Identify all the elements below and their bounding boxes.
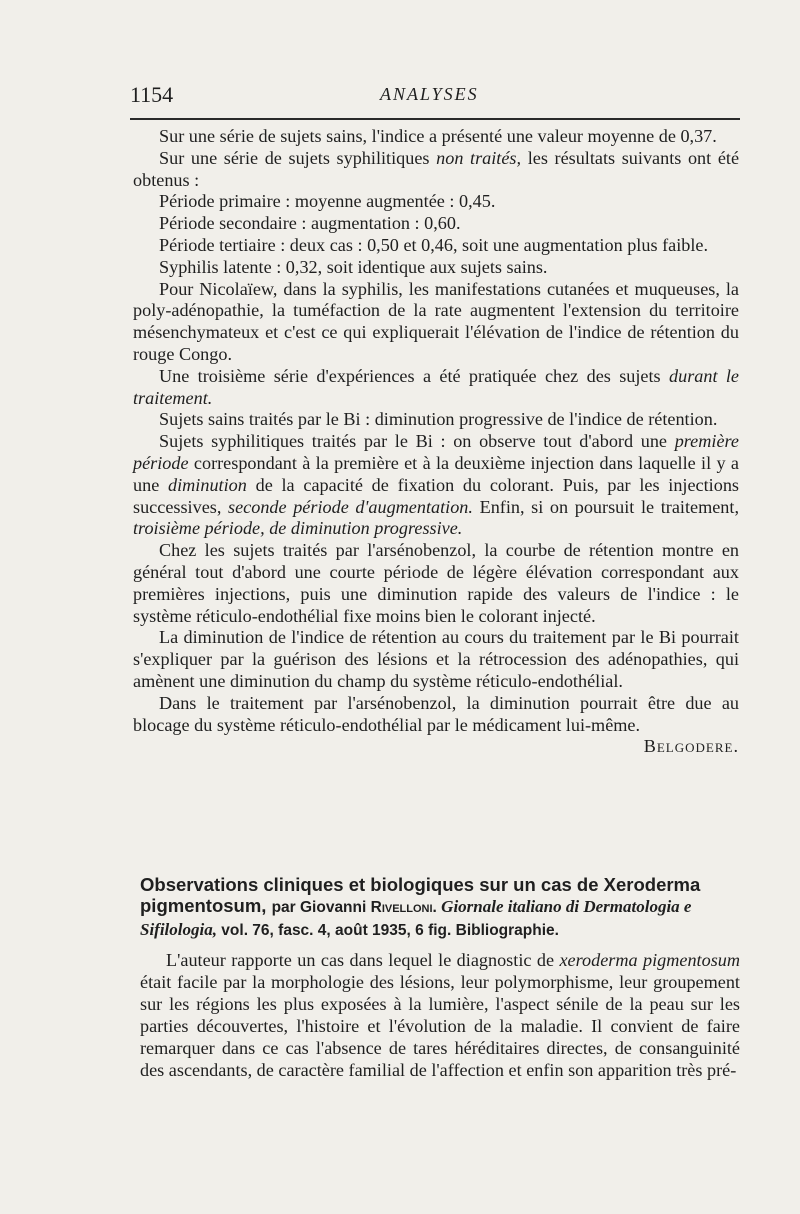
emphasis: troisième période, de diminution progressive. bbox=[133, 518, 463, 539]
paragraph: La diminution de l'indice de rétention au cours du traitement par le Bi pourrait s'expliquer par la guérison des lésions et la rétrocession des adénopathies, qui amènent une diminution du champ du système réticulo-endothélial. bbox=[133, 627, 739, 691]
emphasis: première période bbox=[133, 431, 739, 473]
paragraph: Période secondaire : augmentation : 0,60. bbox=[159, 213, 461, 234]
emphasis: diminution bbox=[168, 474, 247, 495]
paragraph: Syphilis latente : 0,32, soit identique aux sujets sains. bbox=[159, 256, 548, 277]
journal-name: Giornale italiano di Dermatologia e Sifilologia, bbox=[140, 897, 692, 939]
paragraph: Dans le traitement par l'arsénobenzol, la diminution pourrait être due au blocage du système réticulo-endothélial par le médicament lui-même. Belgodere. bbox=[133, 692, 739, 757]
paragraph: Sur une série de sujets syphilitiques non traités, les résultats suivants ont été obtenus : bbox=[133, 147, 740, 190]
previous-article-text bbox=[133, 126, 739, 758]
author-signature: Belgodere. bbox=[643, 736, 739, 757]
paragraph: Sur une série de sujets sains, l'indice a présenté une valeur moyenne de 0,37. bbox=[159, 126, 717, 146]
paragraph: Sujets syphilitiques traités par le Bi : on observe tout d'abord une première période correspondant à la première et à la deuxième injection dans laquelle il y a une diminution de la capacité de fixation du colorant. Puis, par les injections successives, seconde période d'augmentation. Enfin, si on poursuit le traitement, troisième période, de diminution progressive. bbox=[133, 431, 739, 539]
page-number: 1154 bbox=[130, 82, 174, 107]
article-reference: par Giovanni Rivelloni. Giornale italiano di Dermatologia e Sifilologia, vol. 76, fasc. 4, août 1935, 6 fig. Bibliographie. bbox=[140, 897, 692, 939]
article bbox=[140, 874, 740, 1081]
article-title: Observations cliniques et biologiques sur un cas de Xeroderma pigmentosum, par Giovanni Rivelloni. Giornale italiano di Dermatologia e Sifilologia, vol. 76, fasc. 4, août 1935, 6 fig. Bibliographie. bbox=[140, 874, 701, 939]
emphasis: non traités, bbox=[436, 147, 522, 168]
header-rule bbox=[130, 118, 740, 120]
article-paragraph: L'auteur rapporte un cas dans lequel le diagnostic de xeroderma pigmentosum était facile par la morphologie des lésions, leur polymorphisme, leur groupement sur les régions les plus exposées à la lumière, l'aspect sénile de la peau sur les parties découvertes, l'histoire et l'évolution de la maladie. Il convient de faire remarquer dans ce cas l'absence de tares héréditaires directes, de consanguinité des ascendants, de caractère familial de l'affection et enfin son apparition très pré- bbox=[140, 950, 740, 1080]
paragraph: Une troisième série d'expériences a été pratiquée chez des sujets durant le traitement. bbox=[133, 365, 739, 408]
emphasis: xeroderma pigmentosum bbox=[559, 950, 740, 970]
running-head: ANALYSES bbox=[380, 84, 479, 104]
page-header bbox=[130, 82, 740, 108]
emphasis: durant le traitement. bbox=[133, 365, 739, 408]
paragraph: Sujets sains traités par le Bi : diminution progressive de l'indice de rétention. bbox=[159, 409, 718, 430]
paragraph: Période primaire : moyenne augmentée : 0,45. bbox=[159, 191, 496, 212]
paragraph: Chez les sujets traités par l'arsénobenzol, la courbe de rétention montre en général tout d'abord une courte période de légère élévation correspondant aux premières injections, puis une diminution rapide des valeurs de l'indice : le système réticulo-endothélial fixe moins bien le colorant injecté. bbox=[133, 540, 739, 626]
paragraph: Période tertiaire : deux cas : 0,50 et 0,46, soit une augmentation plus faible. bbox=[159, 234, 709, 255]
paragraph: Pour Nicolaïew, dans la syphilis, les manifestations cutanées et muqueuses, la poly-adénopathie, la tuméfaction de la rate augmentent l'extension du territoire mésenchymateux et c'est ce qui expliquerait l'élévation de l'indice de rétention du rouge Congo. bbox=[133, 278, 739, 364]
emphasis: seconde période d'augmentation. bbox=[228, 496, 473, 517]
article-author: Rivelloni. bbox=[370, 899, 437, 916]
